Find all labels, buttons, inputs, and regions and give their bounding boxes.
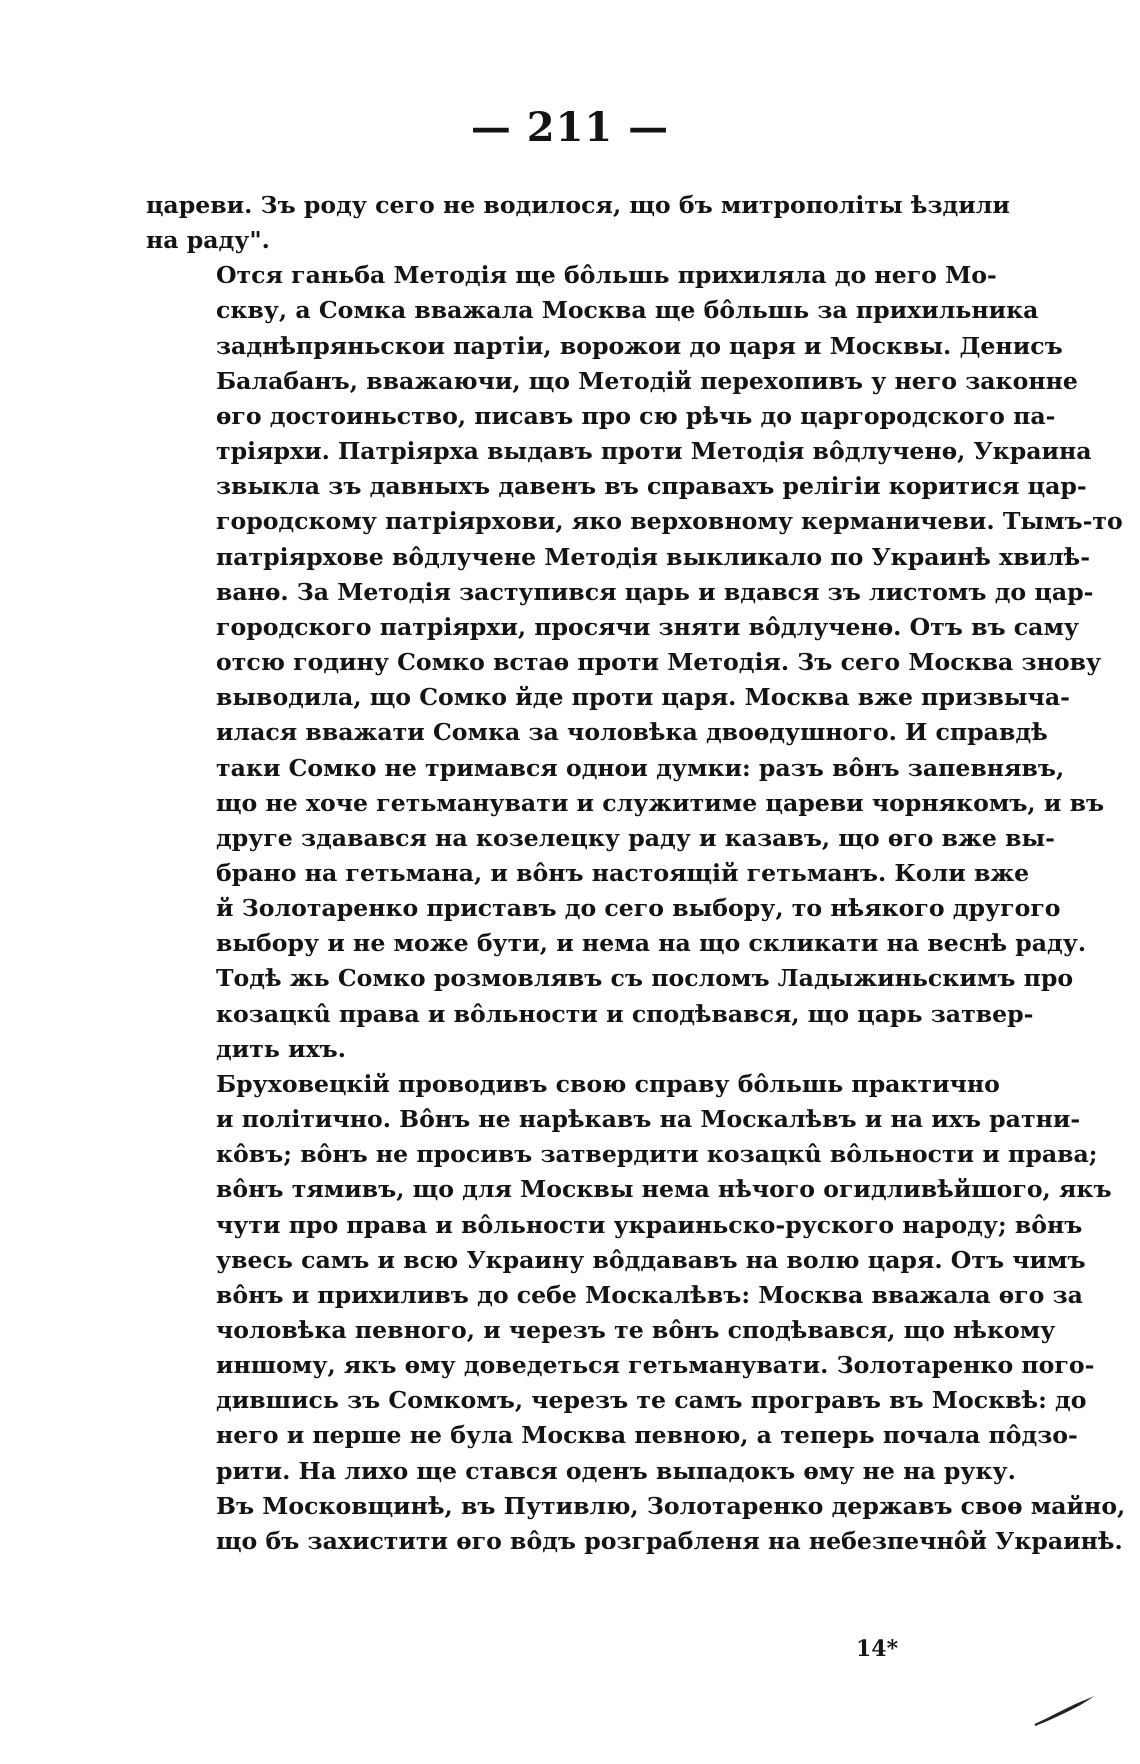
text-line: на раду". xyxy=(146,226,270,255)
text-line: городского патріярхи, просячи зняти вôдлученѳ. Отъ въ саму xyxy=(216,612,1080,641)
text-line: що бъ захистити ѳго вôдъ розграбленя на небезпечнôй Украинѣ. xyxy=(216,1526,1123,1555)
text-line: вôнъ тямивъ, що для Москвы нема нѣчого огидливѣйшого, якъ xyxy=(216,1175,1112,1204)
text-line: Бруховецкій проводивъ свою справу бôльшь практично xyxy=(216,1069,1000,1098)
text-line: иншому, якъ ѳму доведеться гетьманувати. Золотаренко пого- xyxy=(216,1351,1095,1380)
ink-smudge xyxy=(1030,1694,1101,1729)
page-number: — 211 — xyxy=(470,104,670,151)
body-text xyxy=(146,188,1126,1559)
text-line: вôнъ и прихиливъ до себе Москалѣвъ: Москва вважала ѳго за xyxy=(216,1280,1083,1309)
text-line: илася вважати Сомка за чоловѣка двоѳдушного. И справдѣ xyxy=(216,718,1048,747)
text-line: таки Сомко не тримався однои думки: разъ вôнъ запевнявъ, xyxy=(216,753,1065,782)
text-line: выбору и не може бути, и нема на що скликати на веснѣ раду. xyxy=(216,929,1087,958)
text-line: козацкû права и вôльности и сподѣвався, що царь затвер- xyxy=(216,999,1034,1028)
text-line: патріярхове вôдлучене Методія выкликало по Украинѣ хвилѣ- xyxy=(216,542,1091,571)
text-line: Балабанъ, вважаючи, що Методій перехопивъ у него законне xyxy=(216,366,1078,395)
text-line: цареви. Зъ роду сего не водилося, що бъ митрополіты ѣздили xyxy=(146,191,1010,219)
text-line: отсю годину Сомко встаѳ проти Методія. Зъ сего Москва знову xyxy=(216,648,1102,677)
text-line: тріярхи. Патріярха выдавъ проти Методія вôдлученѳ, Украина xyxy=(216,437,1092,466)
paragraph xyxy=(146,258,1123,1067)
text-line: ванѳ. За Методія заступився царь и вдався зъ листомъ до цар- xyxy=(216,577,1094,606)
signature-mark: 14* xyxy=(856,1636,899,1662)
text-line: й Золотаренко приставъ до сего выбору, то нѣякого другого xyxy=(216,894,1061,923)
text-line: звыкла зъ давныхъ давенъ въ справахъ релігіи коритися цар- xyxy=(216,472,1087,501)
text-line: дившись зъ Сомкомъ, черезъ те самъ програвъ въ Москвѣ: до xyxy=(216,1386,1087,1415)
text-line: выводила, що Сомко йде проти царя. Москва вже призвыча- xyxy=(216,683,1070,712)
text-line: кôвъ; вôнъ не просивъ затвердити козацкû вôльности и права; xyxy=(216,1140,1098,1169)
paragraph xyxy=(146,188,1010,258)
text-line: ѳго достоиньство, писавъ про сю рѣчь до царгородского па- xyxy=(216,401,1056,430)
text-line: Тодѣ жь Сомко розмовлявъ съ посломъ Ладыжиньскимъ про xyxy=(216,964,1074,993)
text-line: друге здавався на козелецку раду и казавъ, що ѳго вже вы- xyxy=(216,823,1055,852)
text-line: городскому патріярхови, яко верховному керманичеви. Тымъ-то xyxy=(216,507,1123,536)
text-line: увесь самъ и всю Украину вôддававъ на волю царя. Отъ чимъ xyxy=(216,1245,1086,1274)
text-line: заднѣпряньскои партіи, ворожои до царя и Москвы. Денисъ xyxy=(216,331,1063,360)
text-line: дить ихъ. xyxy=(216,1034,346,1063)
text-line: Въ Московщинѣ, въ Путивлю, Золотаренко державъ своѳ майно, xyxy=(216,1491,1126,1520)
text-line: чути про права и вôльности украиньско-руского народу; вôнъ xyxy=(216,1210,1083,1239)
text-line: брано на гетьмана, и вôнъ настоящій гетьманъ. Коли вже xyxy=(216,858,1030,887)
text-line: що не хоче гетьманувати и служитиме цареви чорнякомъ, и въ xyxy=(216,788,1105,817)
text-line: Отся ганьба Методія ще бôльшь прихиляла до него Мо- xyxy=(216,261,997,290)
text-line: и політично. Вôнъ не нарѣкавъ на Москалѣвъ и на ихъ ратни- xyxy=(216,1105,1081,1134)
paragraph xyxy=(146,1067,1126,1559)
text-line: него и перше не була Москва певною, а теперь почала пôдзо- xyxy=(216,1421,1078,1450)
text-line: скву, а Сомка вважала Москва ще бôльшь за прихильника xyxy=(216,296,1039,325)
text-line: чоловѣка певного, и черезъ те вôнъ сподѣвався, що нѣкому xyxy=(216,1316,1056,1344)
text-line: рити. На лихо ще стався оденъ выпадокъ ѳму не на руку. xyxy=(216,1456,1016,1485)
